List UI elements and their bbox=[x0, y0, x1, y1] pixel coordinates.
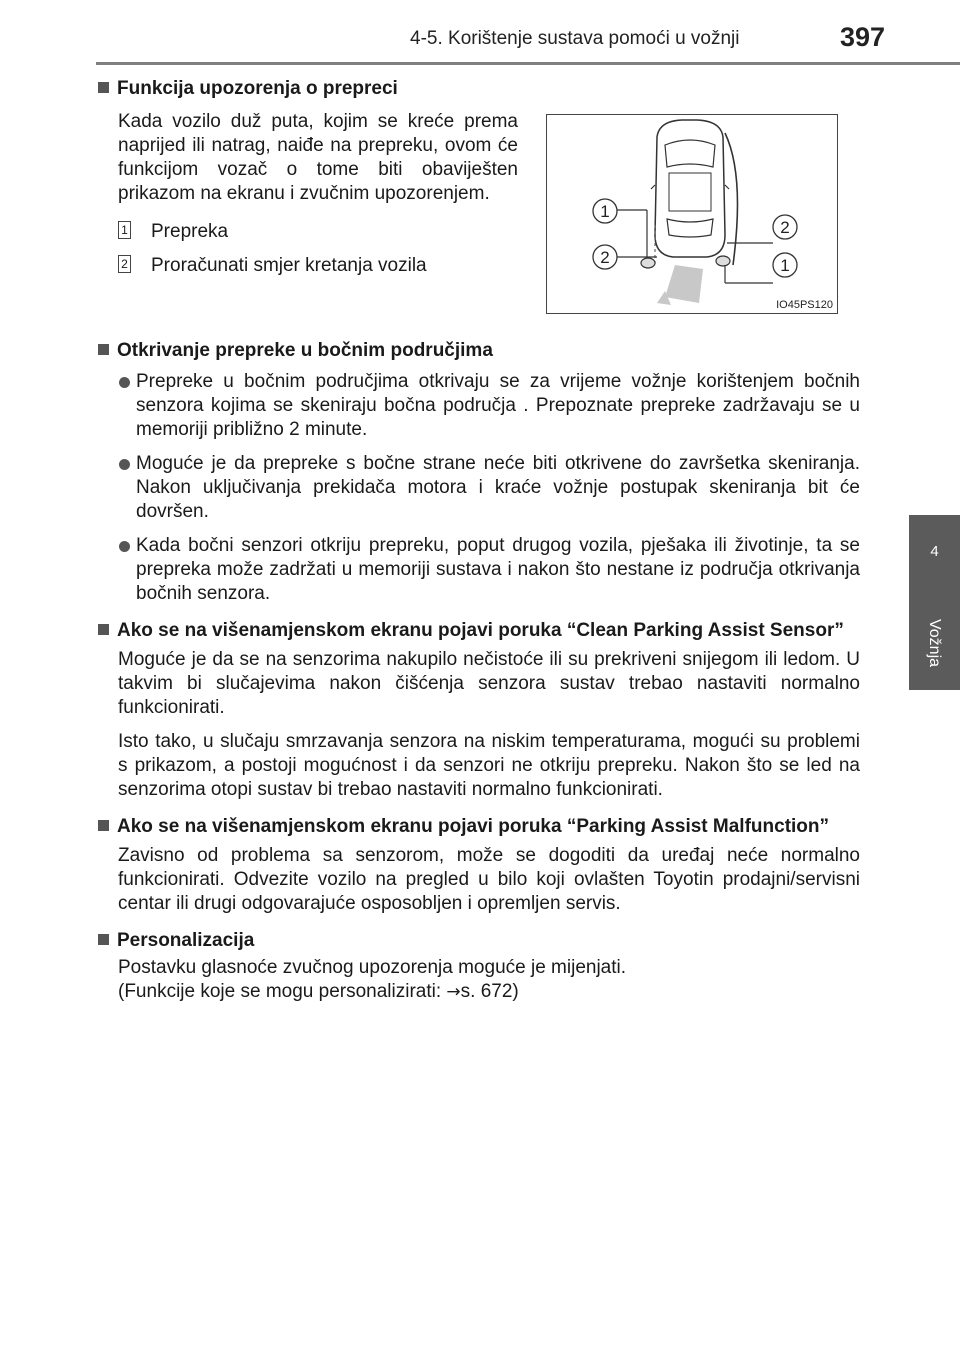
chapter-label: Vožnja bbox=[926, 618, 943, 668]
svg-text:1: 1 bbox=[780, 256, 790, 275]
square-bullet-icon bbox=[98, 82, 109, 93]
section-obstacle-warning bbox=[98, 76, 860, 326]
car-windshield bbox=[665, 140, 715, 167]
section-title: Personalizacija bbox=[98, 928, 860, 954]
car-roof bbox=[669, 173, 711, 211]
section-paragraph: Kada vozilo duž puta, kojim se kreće prema naprijed ili natrag, naiđe na prepreku, ovom će funkcijom vozač o tome biti obaviješten prikazom na ekranu i zvučnim upozorenjem. bbox=[118, 111, 518, 204]
section-paragraph: Postavku glasnoće zvučnog upozorenja moguće je mijenjati. bbox=[118, 957, 627, 978]
bullet-item: Moguće je da prepreke s bočne strane neće biti otkrivene do završetka skeniranja. Nakon uključivanja prekidača motora i kraće vožnje postupak skeniranja bit će dovršen. bbox=[118, 452, 860, 524]
callout-1-left bbox=[593, 199, 617, 223]
section-title: Ako se na višenamjenskom ekranu pojavi poruka “Clean Parking Assist Sensor” bbox=[98, 618, 860, 644]
page-content bbox=[98, 76, 860, 1016]
square-bullet-icon bbox=[98, 344, 109, 355]
parking-sensor-illustration bbox=[546, 114, 838, 314]
car-mirror-right bbox=[725, 185, 729, 189]
section-title: Funkcija upozorenja o prepreci bbox=[98, 76, 860, 102]
path-line-right bbox=[725, 133, 738, 265]
predicted-direction-arrow bbox=[665, 265, 703, 303]
svg-text:2: 2 bbox=[600, 248, 610, 267]
round-bullet-icon bbox=[119, 377, 130, 388]
arrow-right-icon: → bbox=[446, 982, 461, 1002]
round-bullet-icon bbox=[119, 459, 130, 470]
square-bullet-icon bbox=[98, 624, 109, 635]
svg-text:2: 2 bbox=[780, 218, 790, 237]
legend-text: Proračunati smjer kretanja vozila bbox=[151, 255, 427, 276]
callout-number-1: 1 bbox=[118, 221, 131, 239]
legend-text: Prepreka bbox=[151, 221, 229, 242]
section-title: Ako se na višenamjenskom ekranu pojavi poruka “Parking Assist Malfunction” bbox=[98, 814, 860, 840]
callout-number-2: 2 bbox=[118, 255, 131, 273]
section-malfunction-message bbox=[98, 814, 860, 916]
chapter-number: 4 bbox=[930, 543, 939, 560]
figure-code: IO45PS120 bbox=[776, 299, 833, 311]
section-clean-sensor-message bbox=[98, 618, 860, 802]
page-reference[interactable]: (Funkcije koje se mogu personalizirati: →s. 672) bbox=[118, 981, 519, 1002]
section-personalization bbox=[98, 928, 860, 1004]
car-rear-window bbox=[667, 219, 713, 237]
square-bullet-icon bbox=[98, 934, 109, 945]
obstacle-marker-right bbox=[716, 256, 730, 266]
callout-2-left bbox=[593, 245, 617, 269]
header-divider bbox=[96, 62, 960, 65]
section-side-detection bbox=[98, 338, 860, 606]
section-paragraph: Moguće je da se na senzorima nakupilo nečistoće ili su prekriveni snijegom ili ledom. U takvim bi slučajevima nakon čišćenja senzora sustav trebao nastaviti normalno funkcionirati. bbox=[118, 649, 860, 718]
chapter-side-tab[interactable] bbox=[909, 515, 960, 690]
car-top-view-diagram bbox=[547, 115, 837, 313]
section-paragraph: Isto tako, u slučaju smrzavanja senzora na niskim temperaturama, mogući su problemi s prikazom, a postoji mogućnost i da senzori ne otkriju prepreku. Nakon što se led na senzorima otopi sustav bi trebao nastaviti normalno funkcionirati. bbox=[118, 731, 860, 800]
car-mirror-left bbox=[651, 185, 655, 189]
bullet-item: Prepreke u bočnim područjima otkrivaju se za vrijeme vožnje korištenjem bočnih senzora kojima se skeniraju bočna područja . Prepoznate prepreke zadržavaju se u memoriji približno 2 minute. bbox=[118, 370, 860, 442]
round-bullet-icon bbox=[119, 541, 130, 552]
callout-2-right bbox=[773, 215, 797, 239]
svg-text:1: 1 bbox=[600, 202, 610, 221]
square-bullet-icon bbox=[98, 820, 109, 831]
obstacle-marker-left bbox=[641, 258, 655, 268]
bullet-item: Kada bočni senzori otkriju prepreku, poput drugog vozila, pješaka ili životinje, ta se prepreka može zadržati u memoriji sustava i nakon što nestane iz područja otkrivanja bočnih senzora. bbox=[118, 534, 860, 606]
section-paragraph: Zavisno od problema sa senzorom, može se dogoditi da uređaj neće normalno funkcionirati. Odvezite vozilo na pregled u bilo koji ovlašten Toyotin prodajni/servisni centar ili drugi odgovarajuće osposobljen i opremljen servis. bbox=[118, 845, 860, 914]
page-number: 397 bbox=[840, 22, 886, 52]
running-header-section: 4-5. Korištenje sustava pomoći u vožnji bbox=[410, 28, 740, 49]
callout-1-right bbox=[773, 253, 797, 277]
section-title: Otkrivanje prepreke u bočnim područjima bbox=[98, 338, 860, 364]
